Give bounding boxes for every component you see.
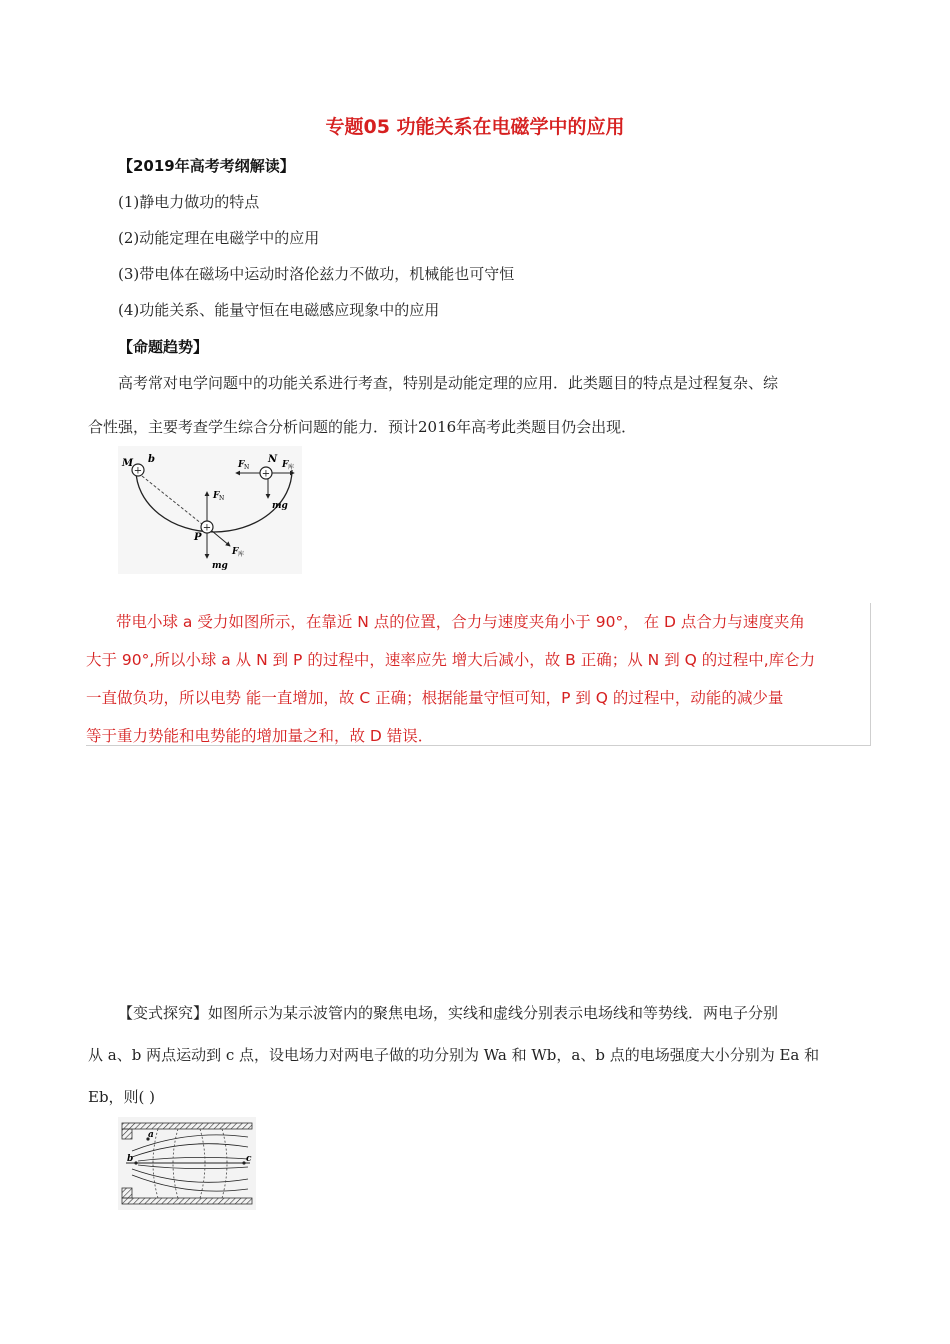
label-Fku-bottom: F	[232, 547, 239, 557]
variant-line-3: Eb，则( )	[88, 1088, 156, 1106]
answer-line-4: 等于重力势能和电势能的增加量之和，故 D 错误．	[86, 727, 434, 745]
syllabus-item-1: (1)静电力做功的特点	[118, 193, 260, 211]
label-P: P	[194, 532, 202, 543]
variant-line-2: 从 a、b 两点运动到 c 点，设电场力对两电子做的功分别为 Wa 和 Wb，a、b 点的电场强度大小分别为 Ea 和	[88, 1046, 820, 1064]
plus-N: +	[261, 468, 271, 480]
label-FN-left-sub: N	[244, 464, 250, 471]
dashed-line-M-P	[142, 476, 202, 524]
arrow-Fku-bottom	[212, 531, 230, 546]
point-b	[134, 1161, 137, 1164]
plus-M: +	[133, 465, 143, 477]
force-diagram-svg	[118, 446, 302, 574]
plus-P: +	[202, 522, 212, 534]
force-diagram-figure	[118, 446, 302, 574]
label-c: c	[246, 1154, 252, 1164]
label-FN-mid: F	[213, 491, 220, 501]
field-line-2	[132, 1169, 248, 1182]
label-Fku-right: F	[282, 460, 289, 470]
syllabus-item-2: (2)动能定理在电磁学中的应用	[118, 229, 320, 247]
left-upper-electrode	[122, 1129, 132, 1139]
trend-paragraph-line-1: 高考常对电学问题中的功能关系进行考查，特别是动能定理的应用．此类题目的特点是过程复杂、综	[118, 374, 779, 392]
label-mg-right: mg	[272, 501, 288, 511]
section-heading-trend: 【命题趋势】	[118, 338, 209, 356]
left-lower-electrode	[122, 1188, 132, 1198]
label-b: b	[127, 1154, 134, 1164]
label-FN-mid-sub: N	[219, 495, 225, 502]
top-electrode	[122, 1123, 252, 1129]
label-Fku-bottom-sub: 库	[238, 551, 245, 558]
label-Fku-right-sub: 库	[288, 464, 295, 471]
answer-line-3: 一直做负功，所以电势 能一直增加，故 C 正确；根据能量守恒可知，P 到 Q 的过程中，动能的减少量	[86, 689, 784, 707]
label-M: M	[122, 458, 134, 469]
field-line-4	[132, 1175, 248, 1191]
page-title: 专题05 功能关系在电磁学中的应用	[325, 116, 625, 138]
answer-line-2: 大于 90°,所以小球 a 从 N 到 P 的过程中，速率应先 增大后减小，故 B 正确；从 N 到 Q 的过程中,库仑力	[86, 651, 816, 669]
label-FN-left: F	[238, 460, 245, 470]
trend-paragraph-line-2: 合性强，主要考查学生综合分析问题的能力．预计2016年高考此类题目仍会出现．	[88, 418, 637, 436]
label-a: a	[148, 1130, 154, 1140]
field-line-5	[138, 1157, 248, 1161]
section-heading-syllabus: 【2019年高考考纲解读】	[118, 157, 295, 175]
label-mg-bottom: mg	[212, 561, 228, 571]
syllabus-item-3: (3)带电体在磁场中运动时洛伦兹力不做功，机械能也可守恒	[118, 265, 515, 283]
field-line-6	[138, 1165, 248, 1169]
field-line-1	[132, 1144, 248, 1157]
focusing-field-figure	[118, 1117, 256, 1210]
variant-line-1: 【变式探究】如图所示为某示波管内的聚焦电场，实线和虚线分别表示电场线和等势线．两电子分别	[118, 1004, 779, 1022]
syllabus-item-4: (4)功能关系、能量守恒在电磁感应现象中的应用	[118, 301, 440, 319]
focusing-field-svg	[118, 1117, 256, 1210]
answer-line-1: 带电小球 a 受力如图所示，在靠近 N 点的位置，合力与速度夹角小于 90°， 在 D 点合力与速度夹角	[116, 613, 805, 631]
bottom-electrode	[122, 1198, 252, 1204]
label-N: N	[268, 454, 278, 465]
label-b: b	[148, 454, 155, 465]
